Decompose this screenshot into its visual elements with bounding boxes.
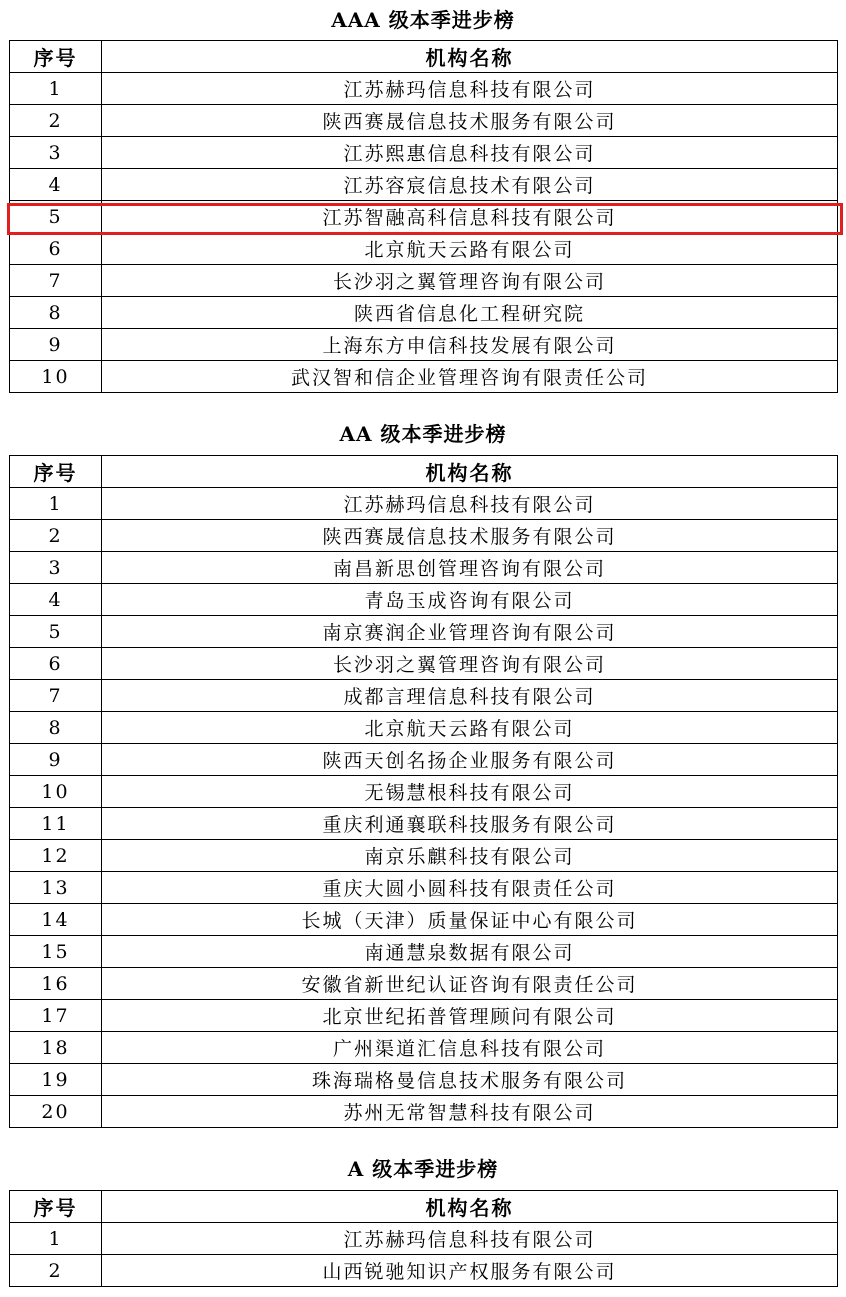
table-row bbox=[10, 936, 838, 968]
table-row bbox=[10, 584, 838, 616]
header-no: 序号 bbox=[10, 456, 102, 488]
row-name: 长城（天津）质量保证中心有限公司 bbox=[102, 904, 838, 936]
row-no: 6 bbox=[10, 233, 102, 265]
table-row bbox=[10, 169, 838, 201]
row-no: 2 bbox=[10, 105, 102, 137]
row-no: 1 bbox=[10, 73, 102, 105]
row-name: 江苏赫玛信息科技有限公司 bbox=[102, 1223, 838, 1255]
row-name: 陕西天创名扬企业服务有限公司 bbox=[102, 744, 838, 776]
row-name: 广州渠道汇信息科技有限公司 bbox=[102, 1032, 838, 1064]
row-no: 10 bbox=[10, 361, 102, 393]
table-row bbox=[10, 776, 838, 808]
row-no: 19 bbox=[10, 1064, 102, 1096]
table-row bbox=[10, 201, 838, 233]
table-row bbox=[10, 1255, 838, 1287]
row-name: 长沙羽之翼管理咨询有限公司 bbox=[102, 265, 838, 297]
row-name: 北京航天云路有限公司 bbox=[102, 233, 838, 265]
row-no: 10 bbox=[10, 776, 102, 808]
section-title-aaa: AAA 级本季进步榜 bbox=[331, 8, 515, 32]
row-name: 成都言理信息科技有限公司 bbox=[102, 680, 838, 712]
row-name: 无锡慧根科技有限公司 bbox=[102, 776, 838, 808]
table-row bbox=[10, 1000, 838, 1032]
table-row bbox=[10, 808, 838, 840]
row-name: 南通慧泉数据有限公司 bbox=[102, 936, 838, 968]
row-no: 7 bbox=[10, 680, 102, 712]
row-name: 武汉智和信企业管理咨询有限责任公司 bbox=[102, 361, 838, 393]
header-name: 机构名称 bbox=[102, 456, 838, 488]
header-no: 序号 bbox=[10, 41, 102, 73]
section-title-aa: AA 级本季进步榜 bbox=[339, 422, 507, 446]
table-row bbox=[10, 1032, 838, 1064]
row-no: 3 bbox=[10, 137, 102, 169]
row-no: 18 bbox=[10, 1032, 102, 1064]
table-row bbox=[10, 904, 838, 936]
row-name: 江苏容宸信息技术有限公司 bbox=[102, 169, 838, 201]
table-row bbox=[10, 233, 838, 265]
row-name: 安徽省新世纪认证咨询有限责任公司 bbox=[102, 968, 838, 1000]
table-row bbox=[10, 105, 838, 137]
row-no: 1 bbox=[10, 1223, 102, 1255]
row-no: 12 bbox=[10, 840, 102, 872]
header-name: 机构名称 bbox=[102, 41, 838, 73]
table-row bbox=[10, 744, 838, 776]
row-no: 11 bbox=[10, 808, 102, 840]
table-header-row bbox=[10, 1191, 838, 1223]
table-row bbox=[10, 361, 838, 393]
row-name: 青岛玉成咨询有限公司 bbox=[102, 584, 838, 616]
table-row bbox=[10, 712, 838, 744]
header-no: 序号 bbox=[10, 1191, 102, 1223]
row-no: 5 bbox=[10, 616, 102, 648]
header-name: 机构名称 bbox=[102, 1191, 838, 1223]
row-no: 20 bbox=[10, 1096, 102, 1128]
row-name: 陕西赛晟信息技术服务有限公司 bbox=[102, 105, 838, 137]
row-no: 5 bbox=[10, 201, 102, 233]
table-row bbox=[10, 1096, 838, 1128]
row-no: 2 bbox=[10, 520, 102, 552]
row-name: 江苏赫玛信息科技有限公司 bbox=[102, 488, 838, 520]
table-row bbox=[10, 840, 838, 872]
row-name: 重庆利通襄联科技服务有限公司 bbox=[102, 808, 838, 840]
row-no: 8 bbox=[10, 297, 102, 329]
row-no: 14 bbox=[10, 904, 102, 936]
table-row bbox=[10, 297, 838, 329]
row-name: 南京乐麒科技有限公司 bbox=[102, 840, 838, 872]
table-row bbox=[10, 520, 838, 552]
row-name: 北京航天云路有限公司 bbox=[102, 712, 838, 744]
row-name: 南京赛润企业管理咨询有限公司 bbox=[102, 616, 838, 648]
row-name: 江苏赫玛信息科技有限公司 bbox=[102, 73, 838, 105]
table-header-row bbox=[10, 41, 838, 73]
row-name: 山西锐驰知识产权服务有限公司 bbox=[102, 1255, 838, 1287]
row-no: 3 bbox=[10, 552, 102, 584]
table-row bbox=[10, 137, 838, 169]
row-no: 17 bbox=[10, 1000, 102, 1032]
row-no: 8 bbox=[10, 712, 102, 744]
ranking-table-aa bbox=[9, 455, 838, 1128]
row-no: 2 bbox=[10, 1255, 102, 1287]
row-no: 4 bbox=[10, 169, 102, 201]
table-row bbox=[10, 1223, 838, 1255]
row-name: 珠海瑞格曼信息技术服务有限公司 bbox=[102, 1064, 838, 1096]
table-row bbox=[10, 488, 838, 520]
row-no: 1 bbox=[10, 488, 102, 520]
row-name: 上海东方申信科技发展有限公司 bbox=[102, 329, 838, 361]
row-no: 16 bbox=[10, 968, 102, 1000]
row-name: 江苏智融高科信息科技有限公司 bbox=[102, 201, 838, 233]
table-header-row bbox=[10, 456, 838, 488]
table-row bbox=[10, 329, 838, 361]
ranking-table-a bbox=[9, 1190, 838, 1287]
table-row bbox=[10, 265, 838, 297]
row-no: 15 bbox=[10, 936, 102, 968]
section-title-a: A 级本季进步榜 bbox=[347, 1157, 499, 1181]
table-row bbox=[10, 680, 838, 712]
table-row bbox=[10, 872, 838, 904]
row-name: 陕西省信息化工程研究院 bbox=[102, 297, 838, 329]
ranking-table-aaa bbox=[9, 40, 838, 393]
row-no: 7 bbox=[10, 265, 102, 297]
row-name: 长沙羽之翼管理咨询有限公司 bbox=[102, 648, 838, 680]
row-name: 北京世纪拓普管理顾问有限公司 bbox=[102, 1000, 838, 1032]
row-name: 重庆大圆小圆科技有限责任公司 bbox=[102, 872, 838, 904]
table-row bbox=[10, 648, 838, 680]
table-row bbox=[10, 616, 838, 648]
table-row bbox=[10, 1064, 838, 1096]
table-row bbox=[10, 73, 838, 105]
row-name: 江苏熙惠信息科技有限公司 bbox=[102, 137, 838, 169]
row-no: 4 bbox=[10, 584, 102, 616]
row-no: 13 bbox=[10, 872, 102, 904]
row-name: 南昌新思创管理咨询有限公司 bbox=[102, 552, 838, 584]
table-row bbox=[10, 552, 838, 584]
row-no: 9 bbox=[10, 329, 102, 361]
row-no: 6 bbox=[10, 648, 102, 680]
row-name: 苏州无常智慧科技有限公司 bbox=[102, 1096, 838, 1128]
row-no: 9 bbox=[10, 744, 102, 776]
row-name: 陕西赛晟信息技术服务有限公司 bbox=[102, 520, 838, 552]
table-row bbox=[10, 968, 838, 1000]
